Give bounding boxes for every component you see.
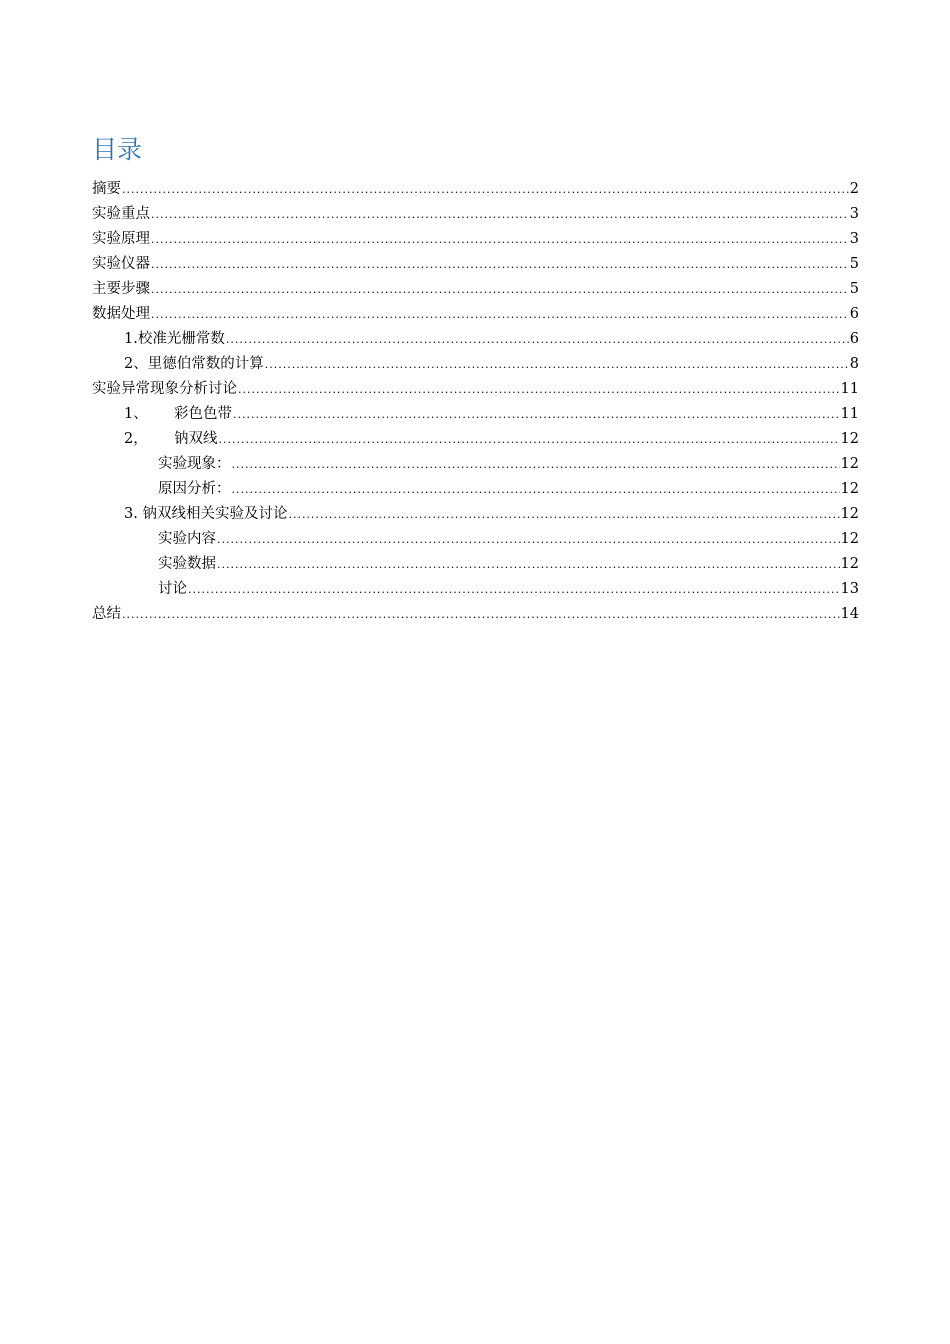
toc-page-number: 13 — [840, 581, 859, 597]
toc-leader-dots — [217, 552, 840, 577]
toc-entry-text: 实验原理 — [92, 231, 150, 247]
toc-entry-text: 实验数据 — [158, 556, 216, 572]
toc-page-number: 8 — [849, 356, 859, 372]
toc-entry-label: 钠双线 — [174, 431, 218, 447]
toc-page-number: 14 — [840, 606, 859, 622]
toc-entry-number: 1、 — [124, 406, 148, 422]
toc-entry-number: 2， — [124, 431, 148, 447]
toc-entry-text: 原因分析： — [158, 481, 231, 497]
table-of-contents — [92, 177, 859, 627]
toc-leader-dots — [151, 202, 849, 227]
toc-leader-dots — [151, 227, 849, 252]
toc-entry-text: 实验内容 — [158, 531, 216, 547]
toc-entry-color-bands[interactable] — [92, 402, 859, 427]
toc-entry-sodium-experiment[interactable] — [92, 502, 859, 527]
toc-entry-instruments[interactable] — [92, 252, 859, 277]
toc-leader-dots — [233, 402, 840, 427]
toc-entry-principle[interactable] — [92, 227, 859, 252]
toc-title: 目录 — [92, 135, 143, 164]
toc-entry-text: 讨论 — [158, 581, 187, 597]
toc-entry-sodium-doublet[interactable] — [92, 427, 859, 452]
toc-entry-anomaly-discussion[interactable] — [92, 377, 859, 402]
toc-entry-text — [124, 402, 232, 427]
toc-page-number: 5 — [849, 281, 859, 297]
toc-entry-data-processing[interactable] — [92, 302, 859, 327]
toc-page-number: 11 — [840, 381, 859, 397]
toc-entry-text: 数据处理 — [92, 306, 150, 322]
toc-leader-dots — [122, 177, 849, 202]
toc-page-number: 12 — [840, 506, 859, 522]
toc-leader-dots — [122, 602, 840, 627]
toc-leader-dots — [219, 427, 840, 452]
toc-entry-label: 彩色色带 — [174, 406, 232, 422]
toc-page-number: 12 — [840, 481, 859, 497]
toc-page-number: 3 — [849, 231, 859, 247]
toc-page-number: 3 — [849, 206, 859, 222]
toc-leader-dots — [226, 327, 849, 352]
toc-page-number: 2 — [849, 181, 859, 197]
toc-entry-text — [124, 427, 218, 452]
toc-entry-text: 3. 钠双线相关实验及讨论 — [124, 506, 288, 522]
toc-entry-text: 实验重点 — [92, 206, 150, 222]
toc-page-number: 5 — [849, 256, 859, 272]
toc-entry-content[interactable] — [92, 527, 859, 552]
toc-page-number: 6 — [849, 331, 859, 347]
toc-leader-dots — [232, 452, 840, 477]
toc-page-number: 12 — [840, 456, 859, 472]
toc-entry-text: 主要步骤 — [92, 281, 150, 297]
toc-leader-dots — [217, 527, 840, 552]
toc-entry-rydberg-constant[interactable] — [92, 352, 859, 377]
toc-leader-dots — [238, 377, 840, 402]
toc-entry-abstract[interactable] — [92, 177, 859, 202]
toc-page-number: 12 — [840, 531, 859, 547]
toc-entry-data[interactable] — [92, 552, 859, 577]
toc-entry-steps[interactable] — [92, 277, 859, 302]
toc-entry-text: 2、里德伯常数的计算 — [124, 356, 264, 372]
toc-leader-dots — [151, 302, 849, 327]
toc-entry-text: 实验异常现象分析讨论 — [92, 381, 237, 397]
toc-entry-phenomenon[interactable] — [92, 452, 859, 477]
toc-entry-grating-constant[interactable] — [92, 327, 859, 352]
toc-entry-text: 实验仪器 — [92, 256, 150, 272]
toc-entry-key-points[interactable] — [92, 202, 859, 227]
toc-page-number: 12 — [840, 431, 859, 447]
toc-leader-dots — [232, 477, 840, 502]
toc-entry-discussion[interactable] — [92, 577, 859, 602]
toc-entry-text: 1.校准光栅常数 — [124, 331, 225, 347]
toc-entry-text: 摘要 — [92, 181, 121, 197]
toc-entry-cause-analysis[interactable] — [92, 477, 859, 502]
toc-page-number: 11 — [840, 406, 859, 422]
toc-leader-dots — [151, 252, 849, 277]
toc-leader-dots — [151, 277, 849, 302]
toc-leader-dots — [288, 502, 839, 527]
toc-entry-text: 实验现象： — [158, 456, 231, 472]
toc-page-number: 6 — [849, 306, 859, 322]
toc-leader-dots — [265, 352, 849, 377]
toc-leader-dots — [188, 577, 840, 602]
toc-page-number: 12 — [840, 556, 859, 572]
toc-entry-summary[interactable] — [92, 602, 859, 627]
toc-entry-text: 总结 — [92, 606, 121, 622]
